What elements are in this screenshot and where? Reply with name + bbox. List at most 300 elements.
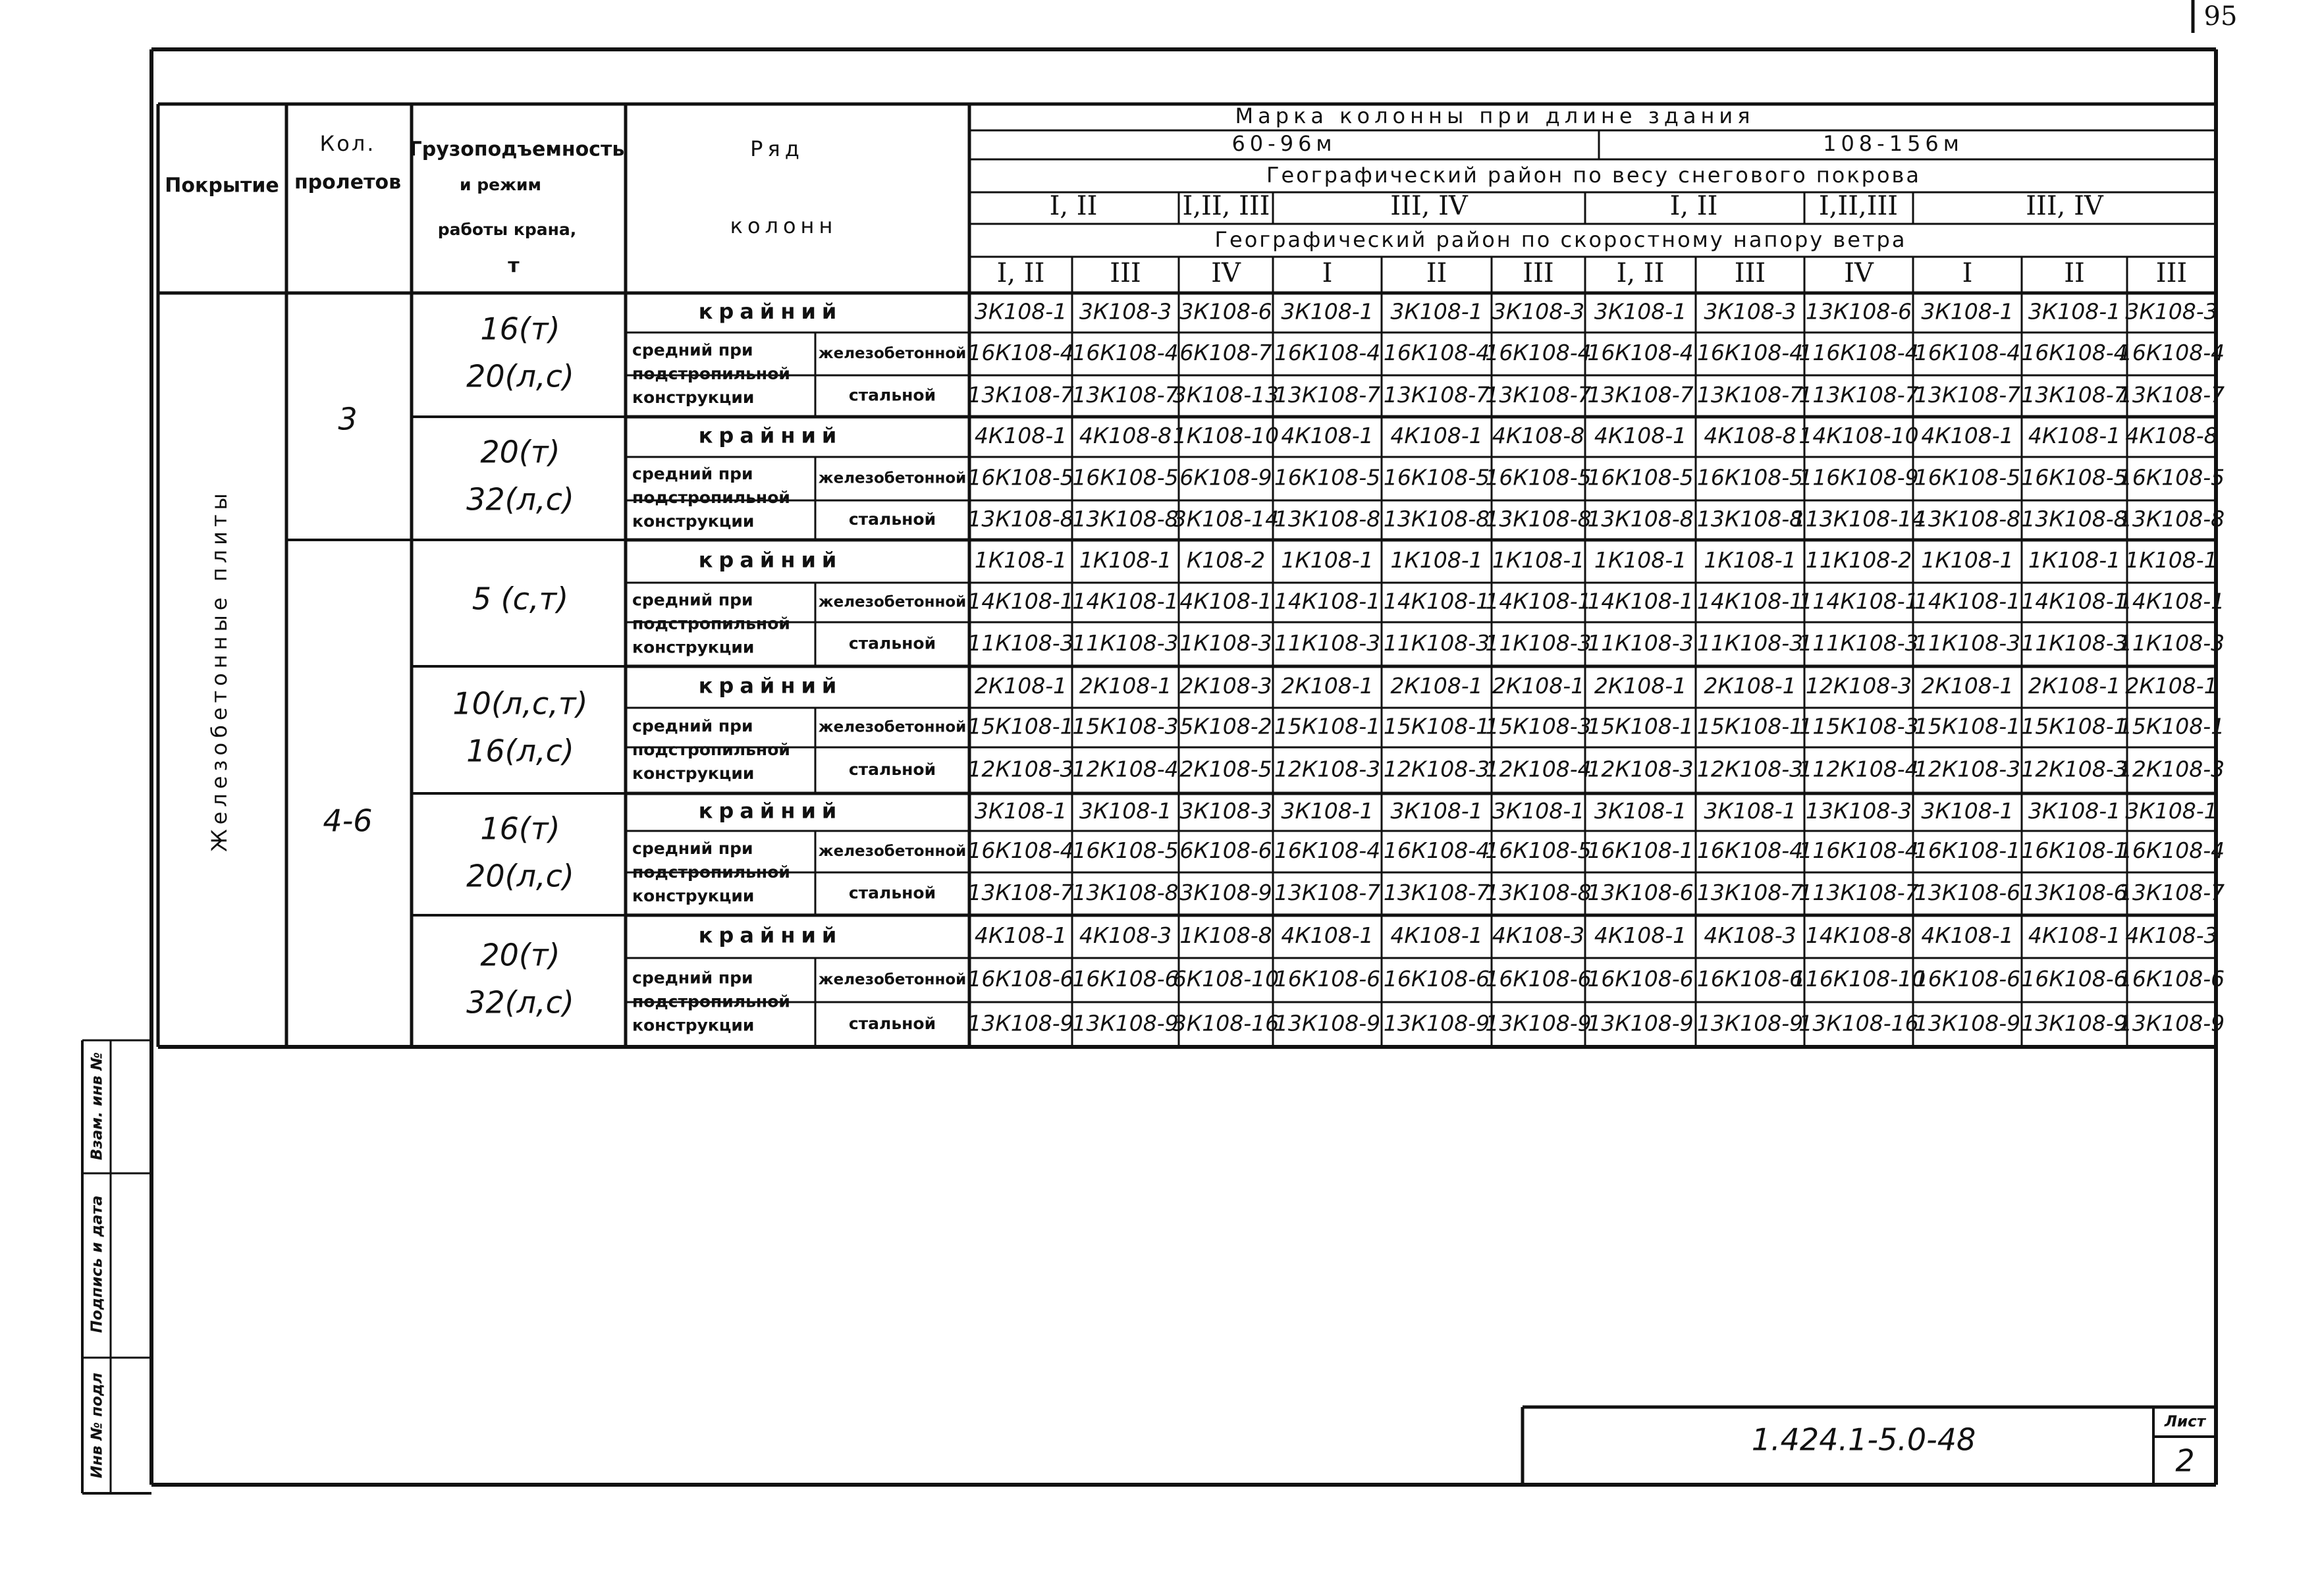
mark-cell-8-2: 1К108-3 (1179, 630, 1272, 656)
mark-cell-12-5: 3К108-1 (1492, 798, 1585, 824)
mark-cell-2-7: 13К108-7 (1696, 382, 1804, 408)
mark-cell-13-8: 116К108-4 (1798, 838, 1919, 863)
mark-cell-5-3: 13К108-8 (1274, 506, 1381, 532)
header-crane-3: работы крана, (437, 220, 577, 239)
mark-cell-16-2: 6К108-10 (1172, 966, 1280, 992)
mark-cell-4-2: 6К108-9 (1179, 464, 1272, 491)
mark-cell-7-2: 4К108-1 (1179, 588, 1272, 614)
mark-cell-6-7: 1К108-1 (1704, 547, 1796, 573)
mark-cell-13-3: 16К108-4 (1274, 838, 1381, 863)
mark-cell-16-0: 16К108-6 (967, 966, 1074, 992)
mark-cell-17-6: 13К108-9 (1587, 1010, 1694, 1036)
mark-cell-6-8: 11К108-2 (1805, 547, 1912, 573)
header-length-108: 108-156м (1823, 131, 1964, 156)
mark-cell-10-2: 5К108-2 (1179, 713, 1272, 739)
header-mark: Марка колонны при длине здания (1235, 103, 1755, 128)
mark-cell-4-4: 16К108-5 (1383, 464, 1490, 491)
crane-capacity-5-0: 20(т) (480, 937, 560, 973)
mark-cell-1-1: 16К108-4 (1072, 340, 1179, 365)
mark-cell-10-9: 15К108-1 (1914, 713, 2021, 739)
row-middle-2-4: подстропильной (632, 863, 790, 882)
header-crane-1: Грузоподъемность (409, 138, 625, 161)
side-signature-date: Подпись и дата (88, 1195, 106, 1333)
mark-cell-14-4: 13К108-7 (1383, 880, 1490, 905)
mark-cell-15-8: 14К108-8 (1805, 922, 1912, 948)
mark-cell-14-5: 13К108-8 (1485, 880, 1592, 905)
mark-cell-4-10: 16К108-5 (2021, 464, 2128, 491)
mark-cell-3-10: 4К108-1 (2028, 423, 2121, 448)
mark-cell-6-4: 1К108-1 (1390, 547, 1483, 573)
mark-cell-1-5: 16К108-4 (1485, 340, 1592, 365)
mark-cell-7-9: 14К108-1 (1914, 588, 2021, 614)
crane-capacity-5-1: 32(л,с) (466, 984, 574, 1021)
header-crane-4: т (508, 254, 520, 278)
covering-type: Железобетонные плиты (207, 489, 232, 852)
side-original-inv-no: Инв № подл (88, 1372, 106, 1479)
mark-cell-11-7: 12К108-3 (1696, 756, 1804, 782)
snow-group-3: I, II (1669, 191, 1718, 221)
mark-cell-3-3: 4К108-1 (1281, 423, 1374, 448)
row-edge-5: крайний (698, 922, 843, 948)
row-middle-1-2: средний при (632, 590, 753, 610)
mark-cell-12-9: 3К108-1 (1921, 798, 2014, 824)
mark-cell-15-5: 4К108-3 (1492, 922, 1585, 948)
mark-cell-17-11: 13К108-9 (2118, 1010, 2225, 1036)
mark-cell-2-0: 13К108-7 (967, 382, 1074, 408)
mark-cell-9-4: 2К108-1 (1390, 673, 1483, 699)
mark-cell-11-3: 12К108-3 (1274, 756, 1381, 782)
mark-cell-2-5: 13К108-7 (1485, 382, 1592, 408)
mark-cell-3-5: 4К108-8 (1492, 423, 1585, 448)
mark-cell-14-7: 13К108-7 (1696, 880, 1804, 905)
row-middle-2-2: подстропильной (632, 614, 790, 633)
mark-cell-17-2: 3К108-16 (1172, 1010, 1280, 1036)
mark-cell-16-5: 16К108-6 (1485, 966, 1592, 992)
row-rc-1: железобетонной (818, 469, 967, 487)
row-steel-3: стальной (848, 760, 936, 779)
mark-cell-5-6: 13К108-8 (1587, 506, 1694, 532)
sheet-number: 2 (2175, 1443, 2195, 1479)
mark-cell-14-10: 13К108-6 (2021, 880, 2128, 905)
mark-cell-2-8: 113К108-7 (1798, 382, 1919, 408)
row-steel-5: стальной (848, 1014, 936, 1033)
header-covering: Покрытие (165, 174, 279, 198)
mark-cell-2-4: 13К108-7 (1383, 382, 1490, 408)
mark-cell-12-11: 3К108-1 (2125, 798, 2218, 824)
mark-cell-14-1: 13К108-8 (1072, 880, 1179, 905)
mark-cell-5-5: 13К108-8 (1485, 506, 1592, 532)
row-middle-3-1: конструкции (632, 512, 755, 531)
mark-cell-5-7: 13К108-8 (1696, 506, 1804, 532)
mark-cell-4-5: 16К108-5 (1485, 464, 1592, 491)
row-middle-3-3: конструкции (632, 764, 755, 783)
header-row-sub: колонн (730, 213, 838, 238)
mark-cell-12-0: 3К108-1 (974, 798, 1067, 824)
row-steel-1: стальной (848, 510, 936, 529)
mark-cell-4-3: 16К108-5 (1274, 464, 1381, 491)
row-rc-0: железобетонной (818, 345, 967, 362)
mark-cell-6-10: 1К108-1 (2028, 547, 2121, 573)
row-edge-0: крайний (698, 299, 843, 324)
mark-cell-14-0: 13К108-7 (967, 880, 1074, 905)
span-group-4-6: 4-6 (323, 803, 373, 839)
mark-cell-1-6: 16К108-4 (1587, 340, 1694, 365)
row-middle-2-3: подстропильной (632, 740, 790, 759)
mark-cell-5-2: 3К108-14 (1172, 506, 1280, 532)
mark-cell-15-1: 4К108-3 (1079, 922, 1172, 948)
mark-cell-9-0: 2К108-1 (974, 673, 1067, 699)
mark-cell-0-10: 3К108-1 (2028, 298, 2121, 325)
mark-cell-0-11: 3К108-3 (2125, 298, 2218, 325)
mark-cell-17-7: 13К108-9 (1696, 1010, 1804, 1036)
mark-cell-7-7: 14К108-1 (1696, 588, 1804, 614)
mark-cell-6-9: 1К108-1 (1921, 547, 2014, 573)
mark-cell-3-1: 4К108-8 (1079, 423, 1172, 448)
mark-cell-7-8: 114К108-1 (1798, 588, 1919, 614)
mark-cell-3-6: 4К108-1 (1594, 423, 1687, 448)
wind-column-4: II (1426, 258, 1447, 288)
snow-group-4: I,II,III (1818, 191, 1899, 221)
mark-cell-13-4: 16К108-4 (1383, 838, 1490, 863)
mark-cell-6-6: 1К108-1 (1594, 547, 1687, 573)
snow-group-5: III, IV (2026, 191, 2103, 221)
mark-cell-9-7: 2К108-1 (1704, 673, 1796, 699)
mark-cell-0-9: 3К108-1 (1921, 298, 2014, 325)
row-middle-1-0: средний при (632, 340, 753, 359)
mark-cell-0-8: 13К108-6 (1805, 298, 1912, 325)
mark-cell-1-11: 16К108-4 (2118, 340, 2225, 365)
mark-cell-3-7: 4К108-8 (1704, 423, 1796, 448)
mark-cell-6-3: 1К108-1 (1281, 547, 1374, 573)
mark-cell-17-3: 13К108-9 (1274, 1010, 1381, 1036)
wind-column-1: III (1110, 258, 1141, 288)
snow-group-0: I, II (1049, 191, 1098, 221)
mark-cell-0-7: 3К108-3 (1704, 298, 1796, 325)
mark-cell-5-8: 113К108-14 (1791, 506, 1926, 532)
mark-cell-13-0: 16К108-4 (967, 838, 1074, 863)
mark-cell-0-0: 3К108-1 (974, 298, 1067, 325)
mark-cell-2-9: 13К108-7 (1914, 382, 2021, 408)
mark-cell-12-4: 3К108-1 (1390, 798, 1483, 824)
mark-cell-16-8: 116К108-10 (1791, 966, 1926, 992)
mark-cell-8-7: 11К108-3 (1696, 630, 1804, 656)
mark-cell-6-5: 1К108-1 (1492, 547, 1585, 573)
mark-cell-7-1: 14К108-1 (1072, 588, 1179, 614)
crane-capacity-4-1: 20(л,с) (466, 858, 574, 894)
mark-cell-9-9: 2К108-1 (1921, 673, 2014, 699)
row-rc-2: железобетонной (818, 593, 967, 611)
mark-cell-9-6: 2К108-1 (1594, 673, 1687, 699)
mark-cell-16-6: 16К108-6 (1587, 966, 1694, 992)
mark-cell-12-3: 3К108-1 (1281, 798, 1374, 824)
mark-cell-14-6: 13К108-6 (1587, 880, 1694, 905)
crane-capacity-1-0: 20(т) (480, 434, 560, 470)
crane-capacity-0-1: 20(л,с) (466, 358, 574, 394)
header-crane-2: и режим (460, 175, 541, 194)
mark-cell-1-9: 16К108-4 (1914, 340, 2021, 365)
mark-cell-3-8: 14К108-10 (1798, 423, 1919, 448)
crane-capacity-2-0: 5 (с,т) (472, 581, 569, 617)
mark-cell-17-0: 13К108-9 (967, 1010, 1074, 1036)
crane-capacity-3-0: 10(л,с,т) (452, 685, 588, 722)
mark-cell-5-4: 13К108-8 (1383, 506, 1490, 532)
mark-cell-8-9: 11К108-3 (1914, 630, 2021, 656)
mark-cell-11-8: 112К108-4 (1798, 756, 1919, 782)
mark-cell-16-3: 16К108-6 (1274, 966, 1381, 992)
crane-capacity-0-0: 16(т) (480, 311, 560, 347)
row-edge-4: крайний (698, 798, 843, 824)
row-middle-1-5: средний при (632, 968, 753, 988)
mark-cell-15-11: 4К108-3 (2125, 922, 2218, 948)
mark-cell-5-11: 13К108-8 (2118, 506, 2225, 532)
row-middle-3-5: конструкции (632, 1015, 755, 1035)
mark-cell-0-3: 3К108-1 (1281, 298, 1374, 325)
row-middle-2-1: подстропильной (632, 488, 790, 507)
mark-cell-14-11: 13К108-7 (2118, 880, 2225, 905)
mark-cell-8-4: 11К108-3 (1383, 630, 1490, 656)
mark-cell-3-0: 4К108-1 (974, 423, 1067, 448)
mark-cell-11-5: 12К108-4 (1485, 756, 1592, 782)
header-snow-region: Географический район по весу снегового покрова (1266, 163, 1922, 188)
mark-cell-11-1: 12К108-4 (1072, 756, 1179, 782)
crane-capacity-1-1: 32(л,с) (466, 481, 574, 518)
row-middle-2-5: подстропильной (632, 992, 790, 1011)
mark-cell-6-11: 1К108-1 (2125, 547, 2218, 573)
sheet-label: Лист (2164, 1413, 2206, 1431)
mark-cell-0-5: 3К108-3 (1492, 298, 1585, 325)
mark-cell-1-2: 6К108-7 (1179, 340, 1272, 365)
mark-cell-5-9: 13К108-8 (1914, 506, 2021, 532)
mark-cell-7-11: 14К108-1 (2118, 588, 2225, 614)
row-middle-3-0: конструкции (632, 388, 755, 407)
row-edge-3: крайний (698, 673, 843, 699)
mark-cell-1-4: 16К108-4 (1383, 340, 1490, 365)
mark-cell-9-5: 2К108-1 (1492, 673, 1585, 699)
wind-column-3: I (1322, 258, 1333, 288)
mark-cell-10-10: 15К108-1 (2021, 713, 2128, 739)
mark-cell-0-6: 3К108-1 (1594, 298, 1687, 325)
mark-cell-4-7: 16К108-5 (1696, 464, 1804, 491)
mark-cell-5-10: 13К108-8 (2021, 506, 2128, 532)
snow-group-2: III, IV (1390, 191, 1468, 221)
mark-cell-1-0: 16К108-4 (967, 340, 1074, 365)
mark-cell-7-3: 14К108-1 (1274, 588, 1381, 614)
header-row: Ряд (750, 136, 804, 161)
mark-cell-13-9: 16К108-1 (1914, 838, 2021, 863)
wind-column-5: III (1523, 258, 1554, 288)
mark-cell-8-10: 11К108-3 (2021, 630, 2128, 656)
mark-cell-4-11: 16К108-5 (2118, 464, 2225, 491)
wind-column-2: IV (1211, 258, 1241, 288)
mark-cell-2-1: 13К108-7 (1072, 382, 1179, 408)
mark-cell-7-0: 14К108-1 (967, 588, 1074, 614)
mark-cell-11-2: 2К108-5 (1179, 756, 1272, 782)
span-group-3: 3 (338, 401, 358, 437)
mark-cell-12-7: 3К108-1 (1704, 798, 1796, 824)
mark-cell-11-9: 12К108-3 (1914, 756, 2021, 782)
mark-cell-15-10: 4К108-1 (2028, 922, 2121, 948)
mark-cell-8-8: 111К108-3 (1798, 630, 1919, 656)
mark-cell-11-0: 12К108-3 (967, 756, 1074, 782)
row-steel-2: стальной (848, 633, 936, 653)
row-middle-1-3: средний при (632, 716, 753, 735)
mark-cell-7-6: 14К108-1 (1587, 588, 1694, 614)
header-wind-region: Географический район по скоростному напору ветра (1214, 227, 1907, 252)
mark-cell-11-4: 12К108-3 (1383, 756, 1490, 782)
mark-cell-15-2: 1К108-8 (1179, 922, 1272, 948)
mark-cell-3-2: 1К108-10 (1172, 423, 1280, 448)
wind-column-8: IV (1844, 258, 1874, 288)
mark-cell-1-7: 16К108-4 (1696, 340, 1804, 365)
mark-cell-10-11: 15К108-1 (2118, 713, 2225, 739)
mark-cell-11-10: 12К108-3 (2021, 756, 2128, 782)
mark-cell-12-2: 3К108-3 (1179, 798, 1272, 824)
mark-cell-9-2: 2К108-3 (1179, 673, 1272, 699)
row-middle-1-1: средний при (632, 464, 753, 483)
wind-column-10: II (2064, 258, 2085, 288)
mark-cell-16-1: 16К108-6 (1072, 966, 1179, 992)
mark-cell-11-6: 12К108-3 (1587, 756, 1694, 782)
mark-cell-16-7: 16К108-6 (1696, 966, 1804, 992)
mark-cell-0-2: 3К108-6 (1179, 298, 1272, 325)
mark-cell-15-7: 4К108-3 (1704, 922, 1796, 948)
mark-cell-0-4: 3К108-1 (1390, 298, 1483, 325)
row-middle-2-0: подстропильной (632, 364, 790, 383)
mark-cell-8-6: 11К108-3 (1587, 630, 1694, 656)
mark-cell-8-3: 11К108-3 (1274, 630, 1381, 656)
mark-cell-11-11: 12К108-3 (2118, 756, 2225, 782)
mark-cell-2-11: 13К108-7 (2118, 382, 2225, 408)
row-steel-4: стальной (848, 883, 936, 903)
header-length-60: 60-96м (1231, 131, 1337, 156)
wind-column-0: I, II (996, 258, 1045, 288)
mark-cell-16-10: 16К108-6 (2021, 966, 2128, 992)
mark-cell-10-6: 15К108-1 (1587, 713, 1694, 739)
mark-cell-13-1: 16К108-5 (1072, 838, 1179, 863)
mark-cell-2-10: 13К108-7 (2021, 382, 2128, 408)
mark-cell-10-5: 15К108-3 (1485, 713, 1592, 739)
mark-cell-10-3: 15К108-1 (1274, 713, 1381, 739)
mark-cell-4-8: 116К108-9 (1798, 464, 1919, 491)
mark-cell-3-4: 4К108-1 (1390, 423, 1483, 448)
mark-cell-17-4: 13К108-9 (1383, 1010, 1490, 1036)
mark-cell-13-11: 16К108-4 (2118, 838, 2225, 863)
mark-cell-17-9: 13К108-9 (1914, 1010, 2021, 1036)
mark-cell-7-4: 14К108-1 (1383, 588, 1490, 614)
mark-cell-10-8: 115К108-3 (1798, 713, 1919, 739)
mark-cell-15-9: 4К108-1 (1921, 922, 2014, 948)
mark-cell-5-1: 13К108-8 (1072, 506, 1179, 532)
mark-cell-3-9: 4К108-1 (1921, 423, 2014, 448)
crane-capacity-4-0: 16(т) (480, 811, 560, 847)
mark-cell-17-8: 13К108-16 (1798, 1010, 1919, 1036)
mark-cell-9-11: 2К108-1 (2125, 673, 2218, 699)
mark-cell-4-6: 16К108-5 (1587, 464, 1694, 491)
mark-cell-17-5: 13К108-9 (1485, 1010, 1592, 1036)
mark-cell-7-10: 14К108-1 (2021, 588, 2128, 614)
mark-cell-12-6: 3К108-1 (1594, 798, 1687, 824)
row-rc-3: железобетонной (818, 718, 967, 736)
mark-cell-6-2: К108-2 (1186, 547, 1266, 573)
mark-cell-8-0: 11К108-3 (967, 630, 1074, 656)
mark-cell-5-0: 13К108-8 (967, 506, 1074, 532)
mark-cell-10-1: 15К108-3 (1072, 713, 1179, 739)
wind-column-7: III (1734, 258, 1766, 288)
mark-cell-17-10: 13К108-9 (2021, 1010, 2128, 1036)
page-number: 95 (2203, 1, 2238, 32)
row-edge-2: крайний (698, 547, 843, 573)
mark-cell-1-3: 16К108-4 (1274, 340, 1381, 365)
mark-cell-2-2: 3К108-13 (1172, 382, 1280, 408)
mark-cell-0-1: 3К108-3 (1079, 298, 1172, 325)
mark-cell-14-3: 13К108-7 (1274, 880, 1381, 905)
mark-cell-1-10: 16К108-4 (2021, 340, 2128, 365)
row-middle-3-4: конструкции (632, 886, 755, 905)
mark-cell-8-1: 11К108-3 (1072, 630, 1179, 656)
row-rc-5: железобетонной (818, 971, 967, 988)
side-replacement-no: Взам. инв № (88, 1051, 106, 1161)
mark-cell-14-8: 113К108-7 (1798, 880, 1919, 905)
mark-cell-12-10: 3К108-1 (2028, 798, 2121, 824)
mark-cell-15-3: 4К108-1 (1281, 922, 1374, 948)
mark-cell-12-1: 3К108-1 (1079, 798, 1172, 824)
header-spans-1: Кол. (319, 131, 376, 156)
mark-cell-4-9: 16К108-5 (1914, 464, 2021, 491)
mark-cell-8-5: 11К108-3 (1485, 630, 1592, 656)
mark-cell-1-8: 116К108-4 (1798, 340, 1919, 365)
mark-cell-10-0: 15К108-1 (967, 713, 1074, 739)
mark-cell-14-9: 13К108-6 (1914, 880, 2021, 905)
mark-cell-15-4: 4К108-1 (1390, 922, 1483, 948)
document-code: 1.424.1-5.0-48 (1751, 1422, 1976, 1458)
mark-cell-17-1: 13К108-9 (1072, 1010, 1179, 1036)
mark-cell-9-10: 2К108-1 (2028, 673, 2121, 699)
mark-cell-10-4: 15К108-1 (1383, 713, 1490, 739)
row-middle-3-2: конструкции (632, 637, 755, 657)
mark-cell-9-3: 2К108-1 (1281, 673, 1374, 699)
mark-cell-14-2: 3К108-9 (1179, 880, 1272, 905)
mark-cell-7-5: 14К108-1 (1485, 588, 1592, 614)
mark-cell-9-8: 12К108-3 (1805, 673, 1912, 699)
row-middle-1-4: средний при (632, 839, 753, 858)
mark-cell-13-5: 16К108-5 (1485, 838, 1592, 863)
mark-cell-2-3: 13К108-7 (1274, 382, 1381, 408)
mark-cell-13-10: 16К108-1 (2021, 838, 2128, 863)
mark-cell-13-7: 16К108-4 (1696, 838, 1804, 863)
wind-column-11: III (2155, 258, 2188, 288)
mark-cell-16-4: 16К108-6 (1383, 966, 1490, 992)
mark-cell-15-0: 4К108-1 (974, 922, 1067, 948)
mark-cell-8-11: 11К108-3 (2118, 630, 2225, 656)
mark-cell-16-9: 16К108-6 (1914, 966, 2021, 992)
row-rc-4: железобетонной (818, 843, 967, 860)
mark-cell-3-11: 4К108-8 (2125, 423, 2218, 448)
mark-cell-9-1: 2К108-1 (1079, 673, 1172, 699)
mark-cell-15-6: 4К108-1 (1594, 922, 1687, 948)
row-edge-1: крайний (698, 423, 843, 448)
mark-cell-13-6: 16К108-1 (1587, 838, 1694, 863)
header-spans-2: пролетов (294, 171, 402, 194)
mark-cell-2-6: 13К108-7 (1587, 382, 1694, 408)
mark-cell-4-1: 16К108-5 (1072, 464, 1179, 491)
wind-column-6: I, II (1616, 258, 1665, 288)
table-grid (82, 0, 2216, 1493)
snow-group-1: I,II, III (1182, 191, 1270, 221)
row-steel-0: стальной (848, 385, 936, 405)
crane-capacity-3-1: 16(л,с) (466, 733, 574, 769)
mark-cell-4-0: 16К108-5 (967, 464, 1074, 491)
mark-cell-6-0: 1К108-1 (974, 547, 1067, 573)
